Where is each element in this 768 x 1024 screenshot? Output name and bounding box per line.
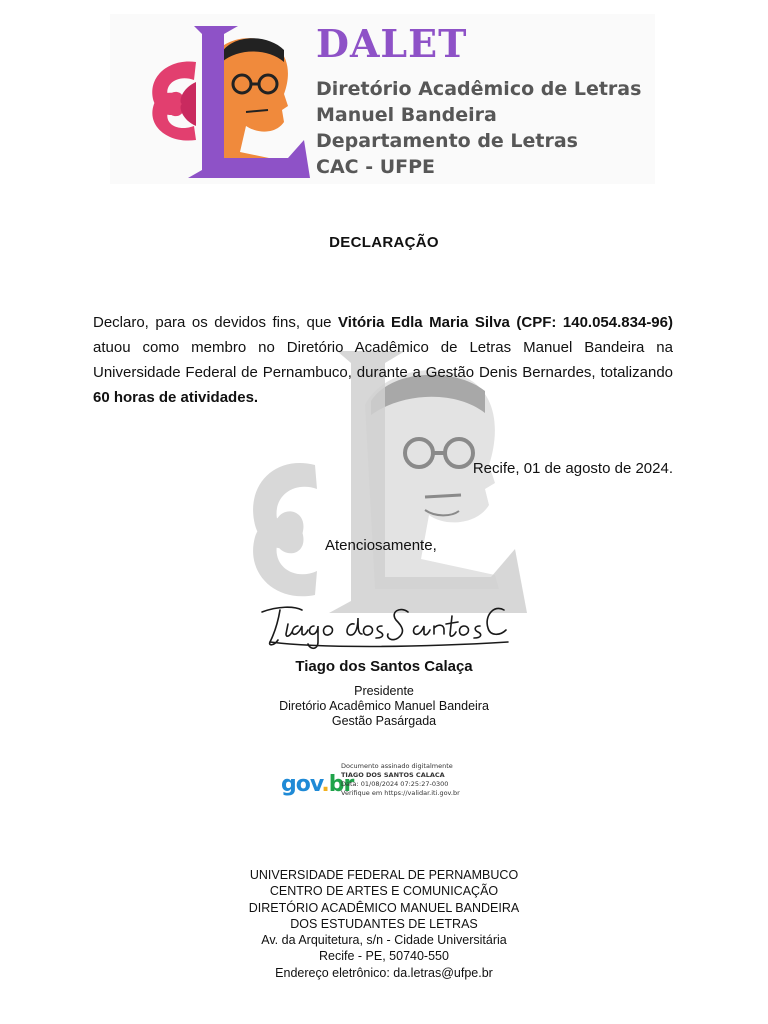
digital-signature-details [341, 762, 460, 798]
footer-line-5: Av. da Arquitetura, s/n - Cidade Universitária [261, 933, 507, 948]
digital-signature-stamp [281, 762, 481, 804]
footer-line-6: Recife - PE, 50740-550 [319, 949, 449, 964]
digital-signature-signer: TIAGO DOS SANTOS CALACA [341, 771, 445, 779]
declaration-text-start: Declaro, para os devidos fins, que [93, 314, 339, 331]
document-title: DECLARAÇÃO [329, 234, 439, 251]
digital-signature-date: Data: 01/08/2024 07:25:27-0300 [341, 780, 449, 788]
header-line-2: Manuel Bandeira [316, 104, 497, 126]
signer-name: Tiago dos Santos Calaça [295, 658, 473, 675]
signer-roles [0, 684, 768, 729]
footer-address [0, 867, 768, 981]
declared-person: Vitória Edla Maria Silva (CPF: 140.054.834-96) [338, 314, 673, 331]
declaration-paragraph [93, 310, 673, 410]
dalet-logo-icon [138, 22, 310, 180]
footer-line-4: DOS ESTUDANTES DE LETRAS [290, 916, 478, 931]
signer-role-2: Diretório Acadêmico Manuel Bandeira [279, 699, 489, 713]
header-line-1: Diretório Acadêmico de Letras [316, 78, 642, 100]
declaration-text-middle: atuou como membro no Diretório Acadêmico de Letras Manuel Bandeira na Universidade Federal de Pernambuco, durante a Gestão Denis Bernardes, totalizando [93, 339, 673, 381]
closing-text: Atenciosamente, [325, 537, 437, 554]
footer-email: Endereço eletrônico: da.letras@ufpe.br [275, 965, 493, 980]
header-line-4: CAC - UFPE [316, 156, 436, 178]
signer-role-1: Presidente [354, 684, 414, 698]
footer-line-3: DIRETÓRIO ACADÊMICO MANUEL BANDEIRA [248, 900, 520, 915]
digital-signature-verify: Verifique em https://validar.iti.gov.br [341, 789, 460, 797]
document-date: Recife, 01 de agosto de 2024. [472, 460, 673, 477]
digital-signature-line-1: Documento assinado digitalmente [341, 762, 453, 770]
footer-line-2: CENTRO DE ARTES E COMUNICAÇÃO [269, 884, 499, 899]
govbr-logo-dot: . [321, 772, 329, 797]
organization-name: DALET [316, 21, 468, 66]
header-line-3: Departamento de Letras [316, 130, 578, 152]
govbr-logo-br: br [328, 772, 354, 797]
declared-hours: 60 horas de atividades. [93, 389, 259, 406]
govbr-logo-gov: gov [281, 772, 322, 797]
footer-line-1: UNIVERSIDADE FEDERAL DE PERNAMBUCO [249, 868, 519, 882]
signer-role-3: Gestão Pasárgada [331, 714, 437, 728]
letterhead [110, 14, 655, 184]
handwritten-signature [258, 598, 513, 652]
